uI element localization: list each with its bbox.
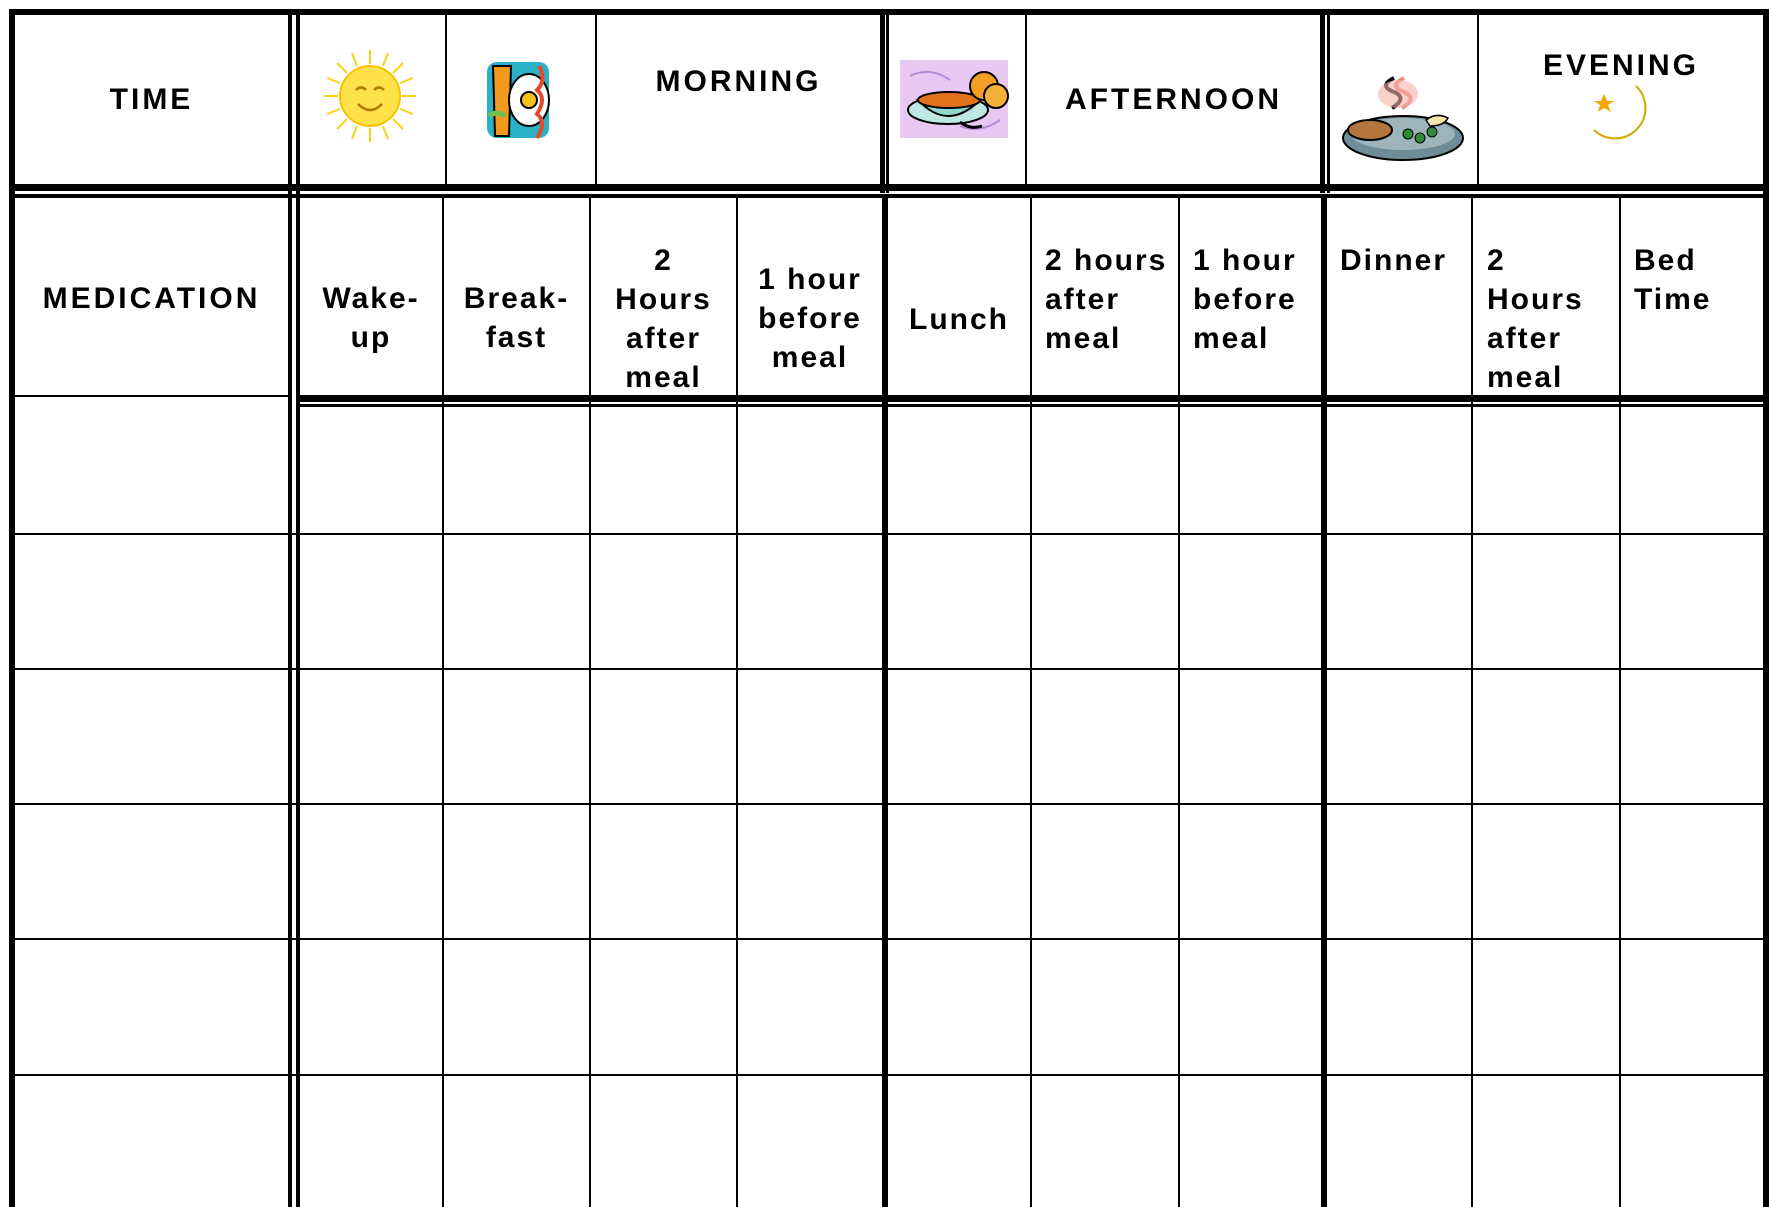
medication-name-cell[interactable] (15, 940, 288, 1074)
dose-cell[interactable] (300, 670, 442, 803)
time-col-border (288, 9, 292, 1207)
dose-cell[interactable] (1327, 1076, 1471, 1207)
dose-cell[interactable] (738, 940, 882, 1074)
dose-cell[interactable] (591, 805, 736, 938)
dose-cell[interactable] (591, 940, 736, 1074)
medication-name-cell[interactable] (15, 535, 288, 668)
moon-icon (1586, 80, 1658, 152)
header-bottom-border (9, 184, 1769, 191)
dose-cell[interactable] (1473, 407, 1619, 533)
morning-header: MORNING (655, 65, 822, 98)
sun-icon (322, 48, 418, 144)
header-col-line (1477, 9, 1479, 187)
medication-name-cell[interactable] (15, 805, 288, 938)
header-divider-gap (9, 194, 1769, 198)
dose-cell[interactable] (1473, 805, 1619, 938)
medication-name-cell[interactable] (15, 1076, 288, 1207)
dose-cell[interactable] (1327, 535, 1471, 668)
column-header-dinner: Dinner (1340, 244, 1448, 277)
dose-cell[interactable] (1621, 407, 1763, 533)
dose-cell[interactable] (1473, 940, 1619, 1074)
dose-cell[interactable] (591, 535, 736, 668)
column-header-2-hours-after-meal-evening: 2 Hours after meal (1487, 244, 1584, 394)
afternoon-col-border-top (1320, 9, 1325, 193)
medication-name-cell[interactable] (15, 670, 288, 803)
dose-cell[interactable] (1032, 670, 1178, 803)
dose-cell[interactable] (1032, 805, 1178, 938)
dose-cell[interactable] (1180, 940, 1321, 1074)
top-border (9, 9, 1769, 15)
evening-header: EVENING (1542, 49, 1700, 82)
dose-cell[interactable] (591, 670, 736, 803)
afternoon-col-border-top-2 (1327, 9, 1330, 193)
column-header-1-hour-before-meal: 1 hour before meal (758, 263, 862, 374)
morning-col-border (880, 9, 885, 193)
dose-cell[interactable] (444, 1076, 589, 1207)
dose-cell[interactable] (888, 940, 1030, 1074)
column-header-breakfast: Break- fast (463, 282, 570, 354)
dose-cell[interactable] (300, 407, 442, 533)
dose-cell[interactable] (444, 670, 589, 803)
dinner-plate-icon (1340, 72, 1466, 168)
column-header-1-hour-before-meal-afternoon: 1 hour before meal (1193, 244, 1297, 355)
dose-cell[interactable] (1032, 1076, 1178, 1207)
dose-cell[interactable] (1621, 670, 1763, 803)
dose-cell[interactable] (1032, 535, 1178, 668)
dose-cell[interactable] (738, 407, 882, 533)
dose-cell[interactable] (1032, 407, 1178, 533)
medication-name-cell[interactable] (15, 397, 288, 533)
column-header-wake-up: Wake- up (322, 282, 420, 354)
dose-cell[interactable] (738, 670, 882, 803)
dose-cell[interactable] (1327, 805, 1471, 938)
dose-cell[interactable] (888, 535, 1030, 668)
dose-cell[interactable] (1621, 1076, 1763, 1207)
dose-cell[interactable] (1327, 407, 1471, 533)
right-border (1763, 9, 1769, 1207)
dose-cell[interactable] (1032, 940, 1178, 1074)
column-header-2-hours-after-meal: 2 Hours after meal (615, 244, 712, 394)
dose-cell[interactable] (444, 940, 589, 1074)
dose-cell[interactable] (444, 407, 589, 533)
dose-cell[interactable] (1180, 670, 1321, 803)
header-col-line (445, 9, 447, 187)
dose-cell[interactable] (888, 1076, 1030, 1207)
dose-cell[interactable] (738, 1076, 882, 1207)
dose-cell[interactable] (591, 1076, 736, 1207)
dose-cell[interactable] (300, 805, 442, 938)
dose-cell[interactable] (738, 805, 882, 938)
dose-cell[interactable] (1473, 670, 1619, 803)
breakfast-icon (483, 56, 555, 144)
dose-cell[interactable] (1621, 805, 1763, 938)
dose-cell[interactable] (1327, 940, 1471, 1074)
dose-cell[interactable] (591, 407, 736, 533)
column-header-2-hours-after-meal-afternoon: 2 hours after meal (1045, 244, 1168, 355)
dose-cell[interactable] (444, 535, 589, 668)
dose-cell[interactable] (1473, 535, 1619, 668)
dose-cell[interactable] (888, 670, 1030, 803)
dose-cell[interactable] (888, 407, 1030, 533)
soup-icon (900, 56, 1010, 140)
column-header-bed-time: Bed Time (1634, 244, 1712, 316)
column-header-lunch: Lunch (909, 303, 1009, 336)
dose-cell[interactable] (1180, 1076, 1321, 1207)
dose-cell[interactable] (1621, 940, 1763, 1074)
dose-cell[interactable] (738, 535, 882, 668)
dose-cell[interactable] (300, 940, 442, 1074)
dose-cell[interactable] (300, 535, 442, 668)
time-header: TIME (109, 83, 194, 116)
dose-cell[interactable] (444, 805, 589, 938)
morning-col-border-2 (886, 9, 889, 193)
dose-cell[interactable] (888, 805, 1030, 938)
dose-cell[interactable] (1180, 535, 1321, 668)
dose-cell[interactable] (1327, 670, 1471, 803)
medication-header: MEDICATION (42, 282, 261, 315)
dose-cell[interactable] (1180, 805, 1321, 938)
afternoon-header: AFTERNOON (1065, 83, 1282, 116)
dose-cell[interactable] (1473, 1076, 1619, 1207)
dose-cell[interactable] (1180, 407, 1321, 533)
dose-cell[interactable] (300, 1076, 442, 1207)
dose-cell[interactable] (1621, 535, 1763, 668)
